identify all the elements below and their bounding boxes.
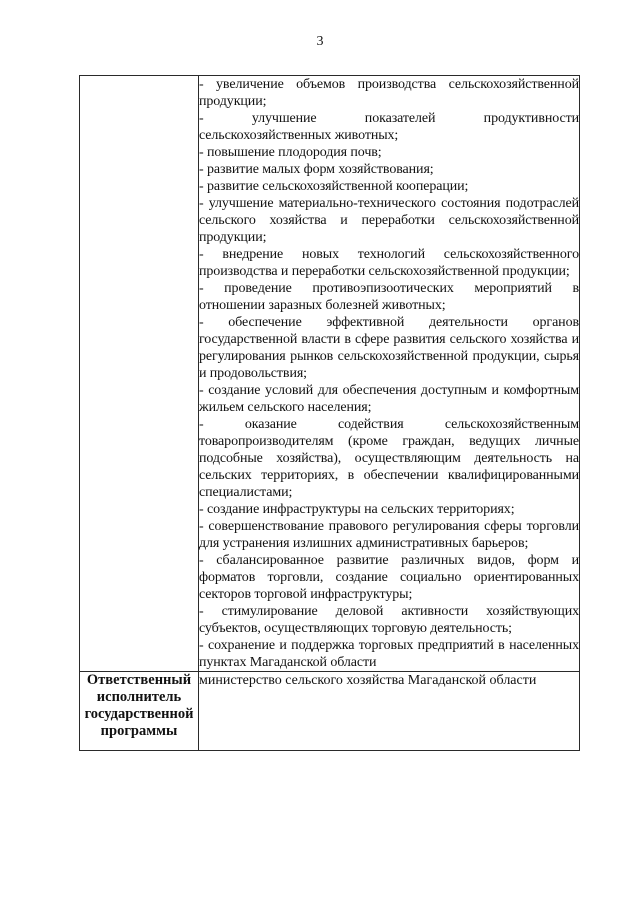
responsible-executor-value: министерство сельского хозяйства Магаданской области [199, 672, 580, 751]
list-item: - внедрение новых технологий сельскохозяйственного производства и переработки сельскохозяйственной продукции; [199, 247, 579, 279]
list-item: - улучшение показателей продуктивности сельскохозяйственных животных; [199, 111, 579, 143]
page-number: 3 [316, 34, 324, 49]
list-item: - оказание содействия сельскохозяйственным товаропроизводителям (кроме граждан, ведущих личные подсобные хозяйства), осуществляющим деятельность на сельских территориях, в обеспечении квалифицированными специалистами; [199, 417, 579, 500]
tasks-list-cell [199, 76, 580, 672]
list-item: - обеспечение эффективной деятельности органов государственной власти в сфере развития сельского хозяйства и регулирования рынков сельскохозяйственной продукции, сырья и продовольствия; [199, 315, 579, 381]
list-item: - стимулирование деловой активности хозяйствующих субъектов, осуществляющих торговую деятельность; [199, 604, 579, 636]
list-item: - развитие сельскохозяйственной кооперации; [199, 179, 469, 194]
responsible-executor-label: Ответственный исполнитель государственной программы [80, 672, 199, 751]
list-item: - развитие малых форм хозяйствования; [199, 162, 434, 177]
empty-label-cell [80, 76, 199, 672]
list-item: - совершенствование правового регулирования сферы торговли для устранения излишних административных барьеров; [199, 519, 579, 551]
table-row-goals [80, 76, 580, 672]
list-item: - улучшение материально-технического состояния подотраслей сельского хозяйства и переработки сельскохозяйственной продукции; [199, 196, 579, 245]
list-item: - сохранение и поддержка торговых предприятий в населенных пунктах Магаданской области [199, 638, 579, 670]
table-row-responsible [80, 672, 580, 751]
list-item: - увеличение объемов производства сельскохозяйственной продукции; [199, 77, 579, 109]
list-item: - повышение плодородия почв; [199, 145, 382, 160]
list-item: - сбалансированное развитие различных видов, форм и форматов торговли, создание социально ориентированных секторов торговой инфраструктуры; [199, 553, 579, 602]
list-item: - создание инфраструктуры на сельских территориях; [199, 502, 515, 517]
program-passport-table [79, 75, 580, 751]
list-item: - проведение противоэпизоотических мероприятий в отношении заразных болезней животных; [199, 281, 579, 313]
list-item: - создание условий для обеспечения доступным и комфортным жильем сельского населения; [199, 383, 579, 415]
